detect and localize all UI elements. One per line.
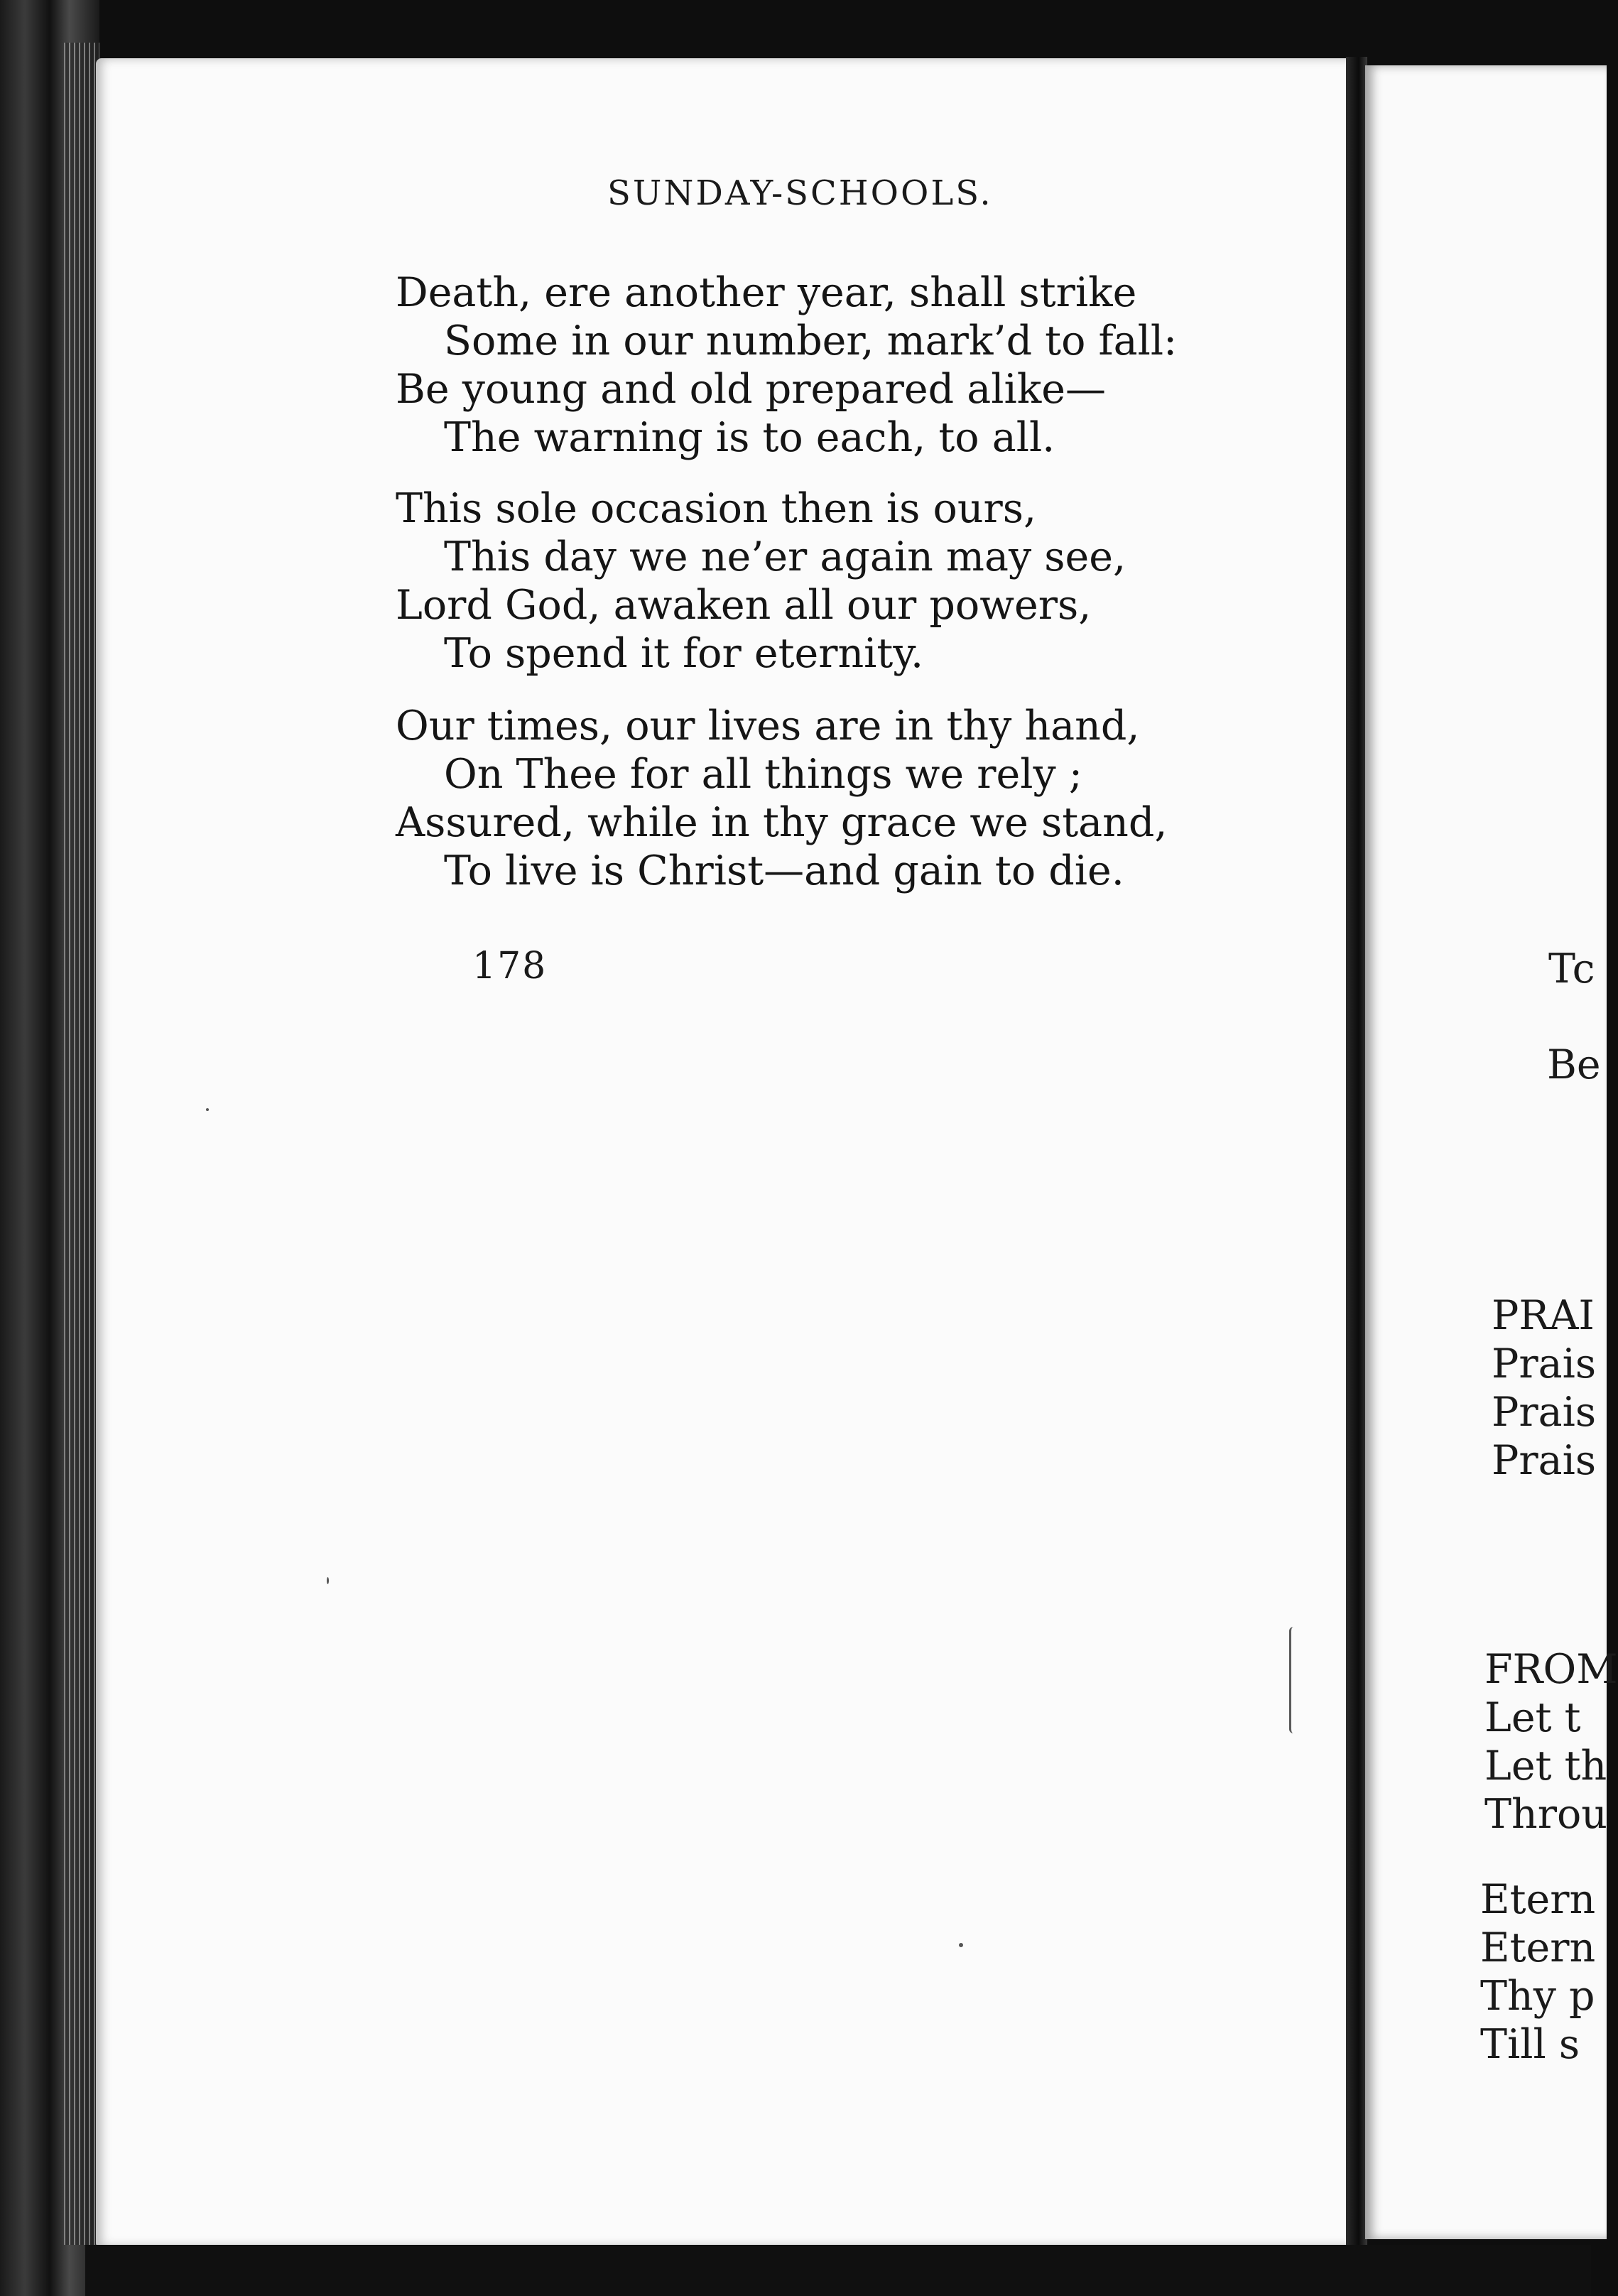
verse-line: The warning is to each, to all.: [444, 414, 1055, 461]
verse-line: To live is Christ—and gain to die.: [444, 848, 1124, 894]
fragment-line: Etern: [1480, 1876, 1596, 1923]
verse-line: Be young and old prepared alike—: [396, 366, 1106, 413]
scan-bottom-edge: [85, 2245, 1591, 2296]
right-page-fragment-a: [1548, 945, 1595, 993]
fragment-line: Prais: [1492, 1389, 1597, 1436]
fragment-line: FROM: [1484, 1646, 1618, 1693]
verse-line: Some in our number, mark’d to fall:: [444, 318, 1178, 364]
fragment-line: Thy p: [1480, 1973, 1595, 2020]
stanza-2: [396, 484, 1126, 678]
page-number: 178: [472, 945, 548, 987]
right-page-fragment-d: [1484, 1645, 1618, 1839]
fragment-line: Prais: [1492, 1437, 1597, 1484]
stanza-1: [396, 269, 1177, 462]
fragment-line: Be: [1547, 1041, 1601, 1088]
fragment-line: Tc: [1548, 946, 1595, 992]
running-head: SUNDAY-SCHOOLS.: [607, 173, 993, 213]
fragment-line: Let th: [1484, 1743, 1607, 1789]
ink-speck: [959, 1943, 963, 1947]
right-page-fragment-e: [1480, 1875, 1595, 2069]
fragment-line: Let t: [1484, 1694, 1581, 1741]
paper-blemish: [1289, 1627, 1296, 1733]
fragment-line: Till s: [1480, 2021, 1580, 2068]
verse-line: Our times, our lives are in thy hand,: [396, 703, 1140, 749]
verse-line: Lord God, awaken all our powers,: [396, 582, 1092, 629]
stanza-3: [396, 702, 1167, 895]
ink-speck: [327, 1577, 329, 1584]
verse-line: On Thee for all things we rely ;: [444, 751, 1083, 798]
verse-line: This day we ne’er again may see,: [444, 534, 1126, 580]
right-page-fragment-b: [1547, 1041, 1601, 1089]
verse-line: Death, ere another year, shall strike: [396, 269, 1137, 316]
verse-line: To spend it for eternity.: [444, 630, 924, 677]
fragment-line: Prais: [1492, 1341, 1597, 1387]
fragment-line: PRAI: [1492, 1292, 1595, 1339]
ink-speck: [206, 1108, 209, 1111]
verse-line: This sole occasion then is ours,: [396, 485, 1037, 532]
fragment-line: Etern: [1480, 1924, 1596, 1971]
right-page-fragment-c: [1492, 1292, 1596, 1485]
fragment-line: Throu: [1484, 1791, 1608, 1838]
page-gutter: [1346, 57, 1367, 2252]
page-edges: [64, 43, 99, 2245]
verse-line: Assured, while in thy grace we stand,: [396, 799, 1168, 846]
